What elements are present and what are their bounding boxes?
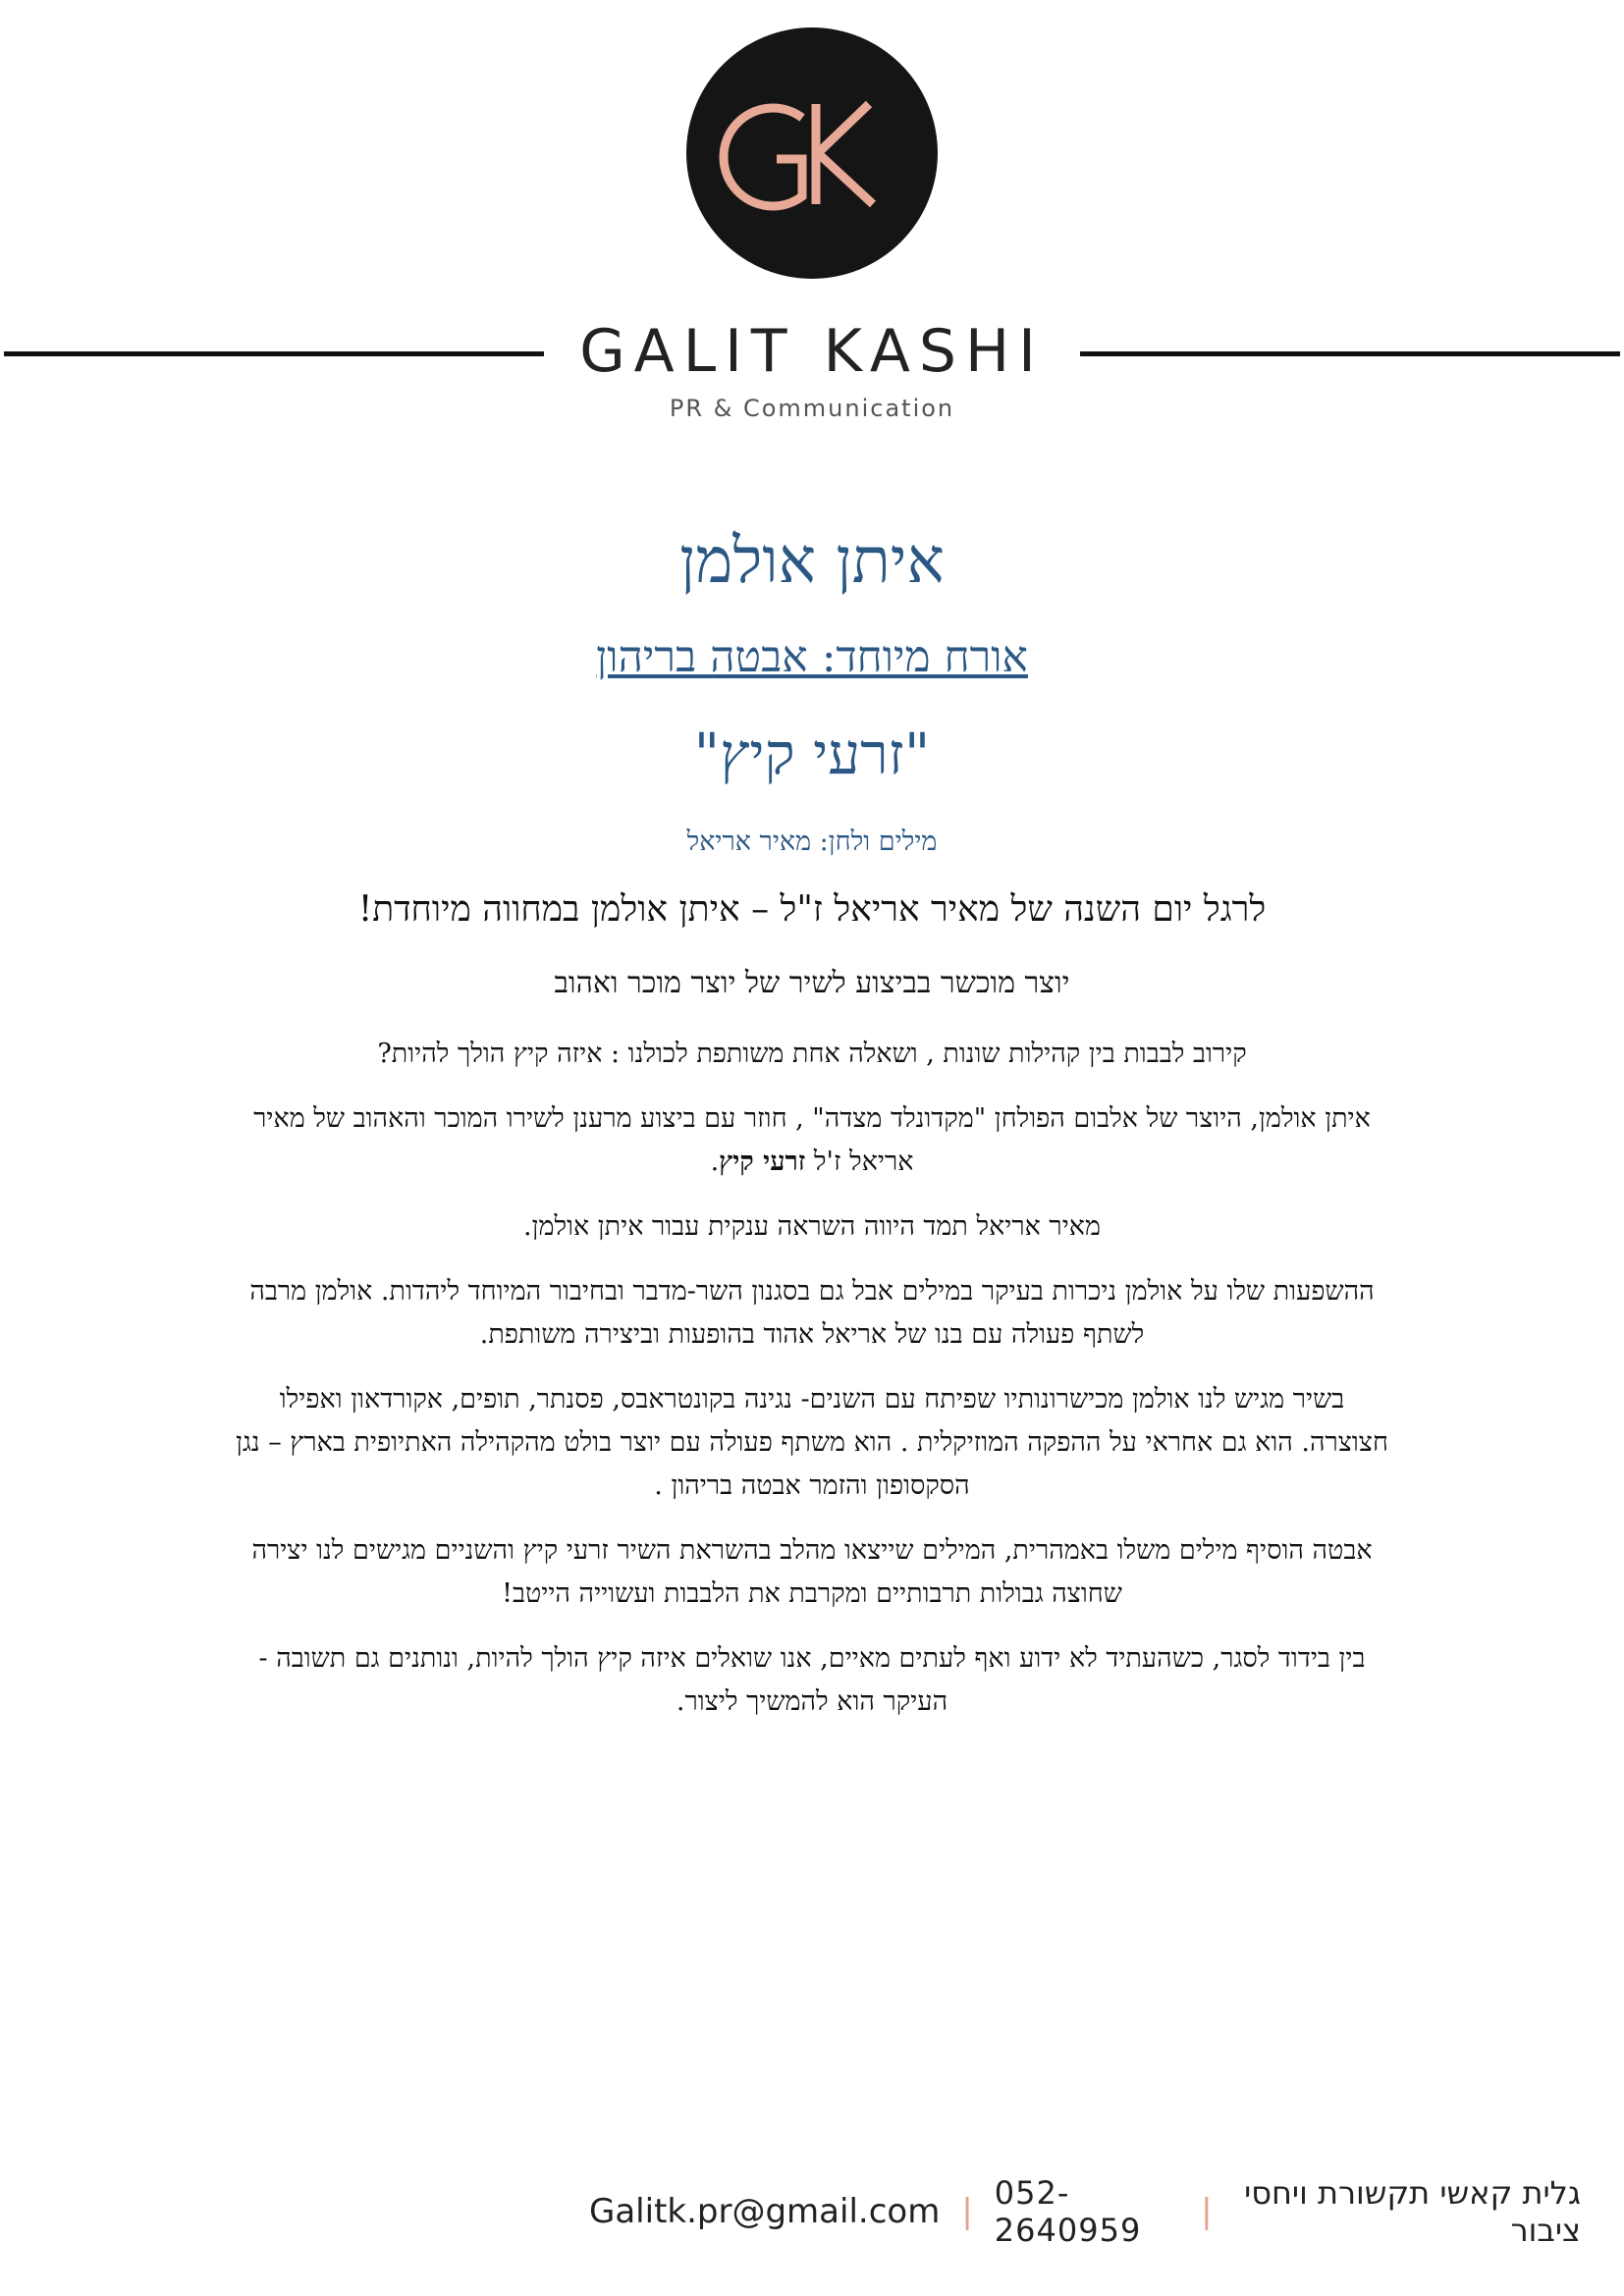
paragraph-6: אבטה הוסיף מילים משלו באמהרית, המילים שייצאו מהלב בהשראת השיר זרעי קיץ והשניים מגישים לנו יצירה שחוצה גבולות תרבותיים ומקרבת את הלבבות ועשוייה הייטב! bbox=[251, 1535, 1373, 1609]
paragraph-2-text: איתן אולמן, היוצר של אלבום הפולחן "מקדונלד מצדה" , חוזר עם ביצוע מרענן לשירו המוכר והאהוב של מאיר אריאל ז'ל bbox=[253, 1103, 1371, 1177]
subheading: יוצר מוכשר בביצוע לשיר של יוצר מוכר ואהוב bbox=[554, 966, 1070, 1000]
gk-monogram-icon bbox=[686, 27, 938, 279]
brand-tagline: PR & Communication bbox=[669, 395, 955, 422]
footer-phone: 052-2640959 bbox=[994, 2174, 1142, 2249]
song-credit: מילים ולחן: מאיר אריאל bbox=[686, 827, 938, 857]
song-name-bold: זרעי קיץ bbox=[719, 1147, 806, 1177]
artist-title: איתן אולמן bbox=[679, 525, 945, 598]
paragraph-5: בשיר מגיש לנו אולמן מכישרונותיו שפיתח עם השנים- נגינה בקונטראבס, פסנתר, תופים, אקורדאון ואפילו חצוצרה. הוא גם אחראי על ההפקה המוזיקלית . הוא משתף פעולה עם יוצר בולט מהקהילה האתיופית בארץ – נגן הסקסופון והזמר אבטה בריהון . bbox=[236, 1384, 1388, 1501]
footer-separator: | bbox=[961, 2192, 973, 2231]
paragraph-1: קירוב לבבות בין קהילות שונות , ושאלה אחת משותפת לכולנו : איזה קיץ הולך להיות? bbox=[377, 1039, 1247, 1069]
paragraph-4: ההשפעות שלו על אולמן ניכרות בעיקר במילים אבל גם בסגנון השר-מדבר ובחיבור המיוחד ליהדות. אולמן מרבה לשתף פעולה עם בנו של אריאל אהוד בהופעות וביצירה משותפת. bbox=[249, 1276, 1375, 1350]
song-title: "זרעי קיץ" bbox=[693, 721, 931, 787]
footer bbox=[589, 2174, 1581, 2249]
brand-name: GALIT KASHI bbox=[579, 317, 1045, 386]
paragraph-3: מאיר אריאל תמד היווה השראה ענקית עבור איתן אולמן. bbox=[522, 1211, 1101, 1242]
guest-heading: אורח מיוחד: אבטה בריהון bbox=[596, 632, 1028, 682]
footer-company: גלית קאשי תקשורת ויחסי ציבור bbox=[1244, 2174, 1581, 2249]
brand-rule-right bbox=[1080, 351, 1620, 356]
paragraph-2-end: . bbox=[710, 1147, 720, 1177]
paragraph-2 bbox=[236, 1097, 1388, 1184]
footer-email[interactable]: Galitk.pr@gmail.com bbox=[589, 2192, 941, 2231]
footer-separator: | bbox=[1201, 2192, 1213, 2231]
paragraph-7: בין בידוד לסגר, כשהעתיד לא ידוע ואף לעתים מאיים, אנו שואלים איזה קיץ הולך להיות, ונותנים גם תשובה - העיקר הוא להמשיך ליצור. bbox=[258, 1643, 1366, 1717]
brand-rule-left bbox=[4, 351, 544, 356]
gk-logo bbox=[686, 27, 938, 279]
lead-heading: לרגל יום השנה של מאיר אריאל ז"ל – איתן אולמן במחווה מיוחדת! bbox=[357, 889, 1267, 930]
